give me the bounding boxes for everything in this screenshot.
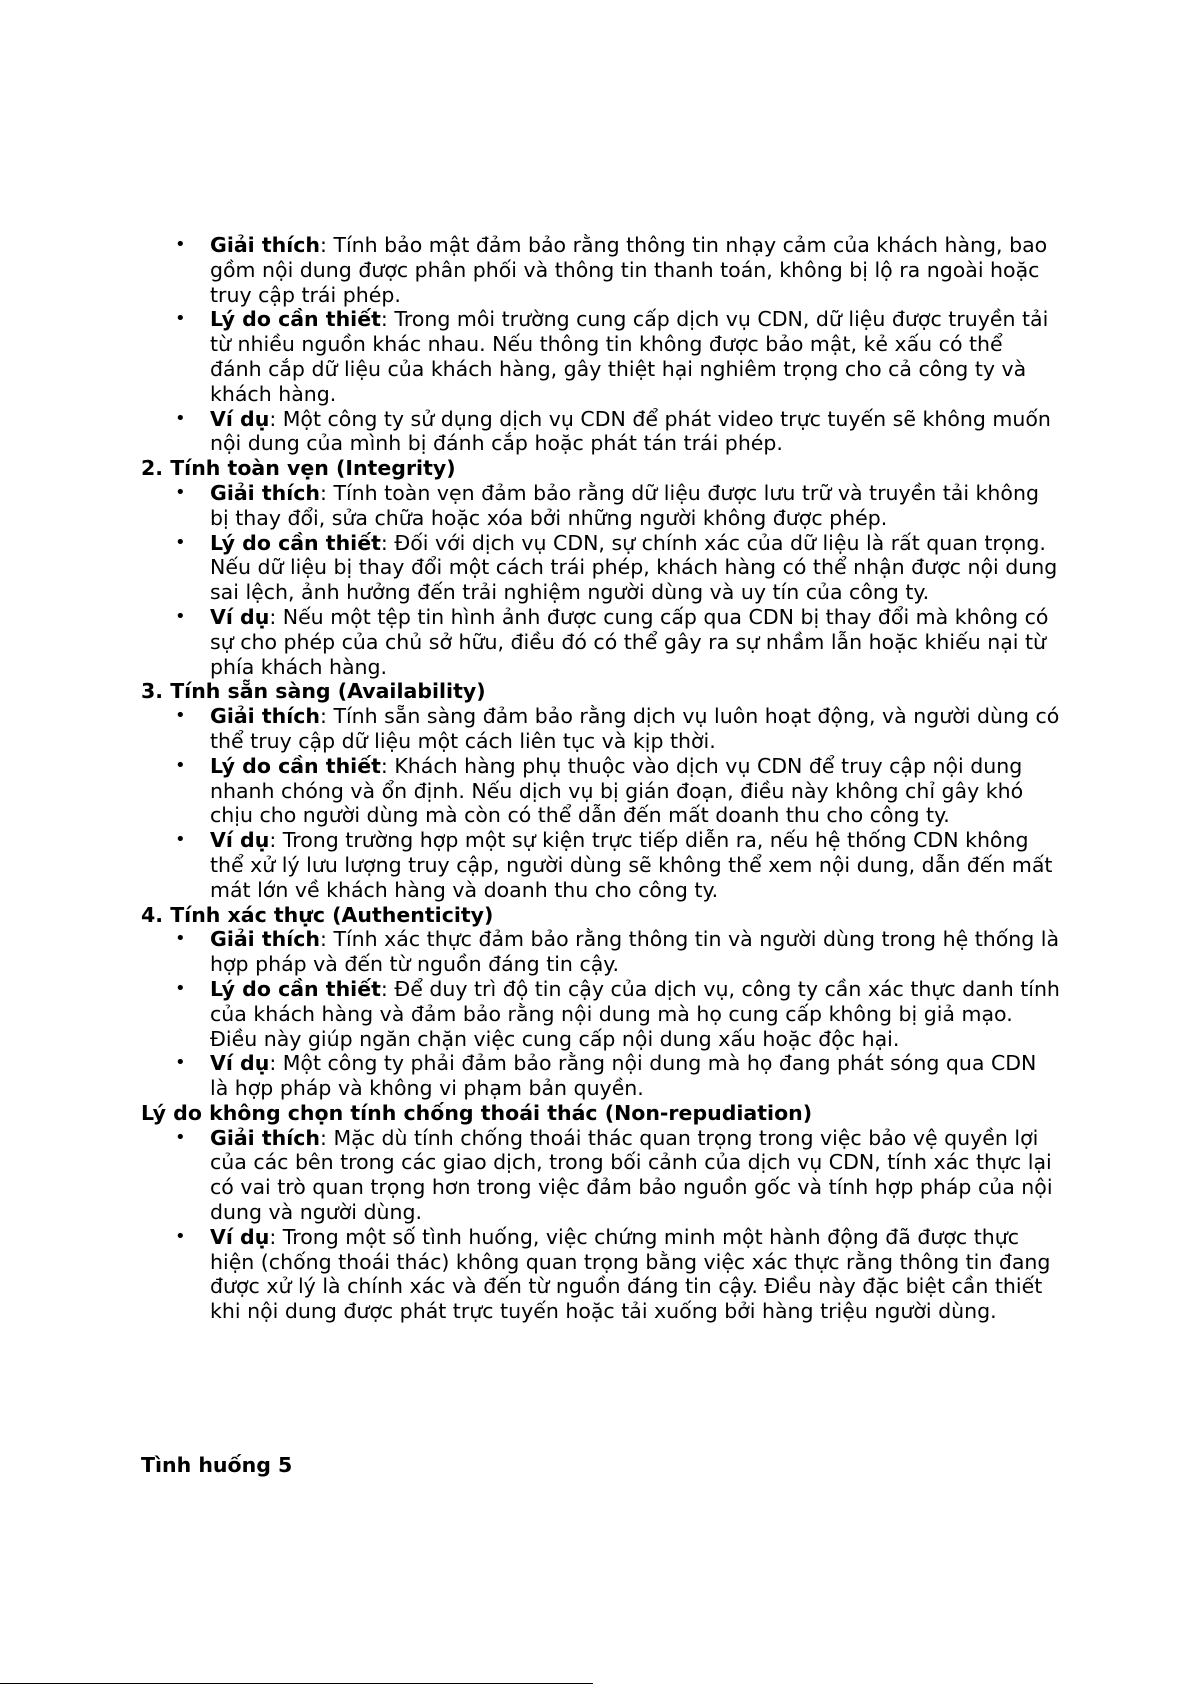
- bullet-text: : Tính sẵn sàng đảm bảo rằng dịch vụ luôn hoạt động, và người dùng có thể truy cập dữ liệu một cách liên tục và kịp thời.: [210, 704, 1060, 753]
- top-bullet-list: [0, 233, 1191, 456]
- integrity-bullet-list: [0, 481, 1191, 679]
- bullet-label: Lý do cần thiết: [210, 976, 381, 1001]
- bullet-label: Lý do cần thiết: [210, 307, 381, 332]
- section-heading-non-repudiation: Lý do không chọn tính chống thoái thác (Non-repudiation): [141, 1100, 813, 1125]
- bullet-text: : Để duy trì độ tin cậy của dịch vụ, công ty cần xác thực danh tính của khách hàng và đảm bảo rằng nội dung mà họ cung cấp không bị giả mạo. Điều này giúp ngăn chặn việc cung cấp nội dung xấu hoặc độc hại.: [210, 976, 1060, 1051]
- bullet-label: Giải thích: [210, 1125, 321, 1150]
- list-item: [175, 704, 1060, 754]
- list-item: [175, 233, 1060, 307]
- list-item: [175, 1125, 1060, 1225]
- list-item: [175, 828, 1060, 902]
- bullet-text: : Tính toàn vẹn đảm bảo rằng dữ liệu được lưu trữ và truyền tải không bị thay đổi, sửa chữa hoặc xóa bởi những người không được phép.: [210, 480, 1039, 530]
- bullet-dot-icon: •: [175, 407, 186, 429]
- bullet-dot-icon: •: [175, 754, 186, 776]
- bullet-dot-icon: •: [175, 829, 186, 851]
- non-repudiation-bullet-list: [0, 1126, 1191, 1324]
- bullet-dot-icon: •: [175, 928, 186, 950]
- authenticity-bullet-list: [0, 927, 1191, 1101]
- bullet-label: Ví dụ: [210, 406, 270, 431]
- bullet-label: Ví dụ: [210, 828, 270, 853]
- bullet-label: Ví dụ: [210, 604, 270, 629]
- section-heading-authenticity: 4. Tính xác thực (Authenticity): [141, 902, 494, 927]
- document-body: [0, 233, 1191, 1324]
- bullet-text: : Mặc dù tính chống thoái thác quan trọng trong việc bảo vệ quyền lợi của các bên trong các giao dịch, trong bối cảnh của dịch vụ CDN, tính xác thực lại có vai trò quan trọng hơn trong việc đảm bảo nguồn gốc và tính hợp pháp của nội dung và người dùng.: [210, 1125, 1053, 1225]
- bullet-text: : Khách hàng phụ thuộc vào dịch vụ CDN để truy cập nội dung nhanh chóng và ổn định. Nếu dịch vụ bị gián đoạn, điều này không chỉ gây khó chịu cho người dùng mà còn có thể dẫn đến mất doanh thu cho công ty.: [210, 753, 1024, 828]
- bullet-label: Ví dụ: [210, 1051, 270, 1076]
- list-item: [175, 480, 1060, 531]
- bullet-dot-icon: •: [175, 234, 186, 255]
- bullet-dot-icon: •: [175, 531, 186, 553]
- bullet-dot-icon: •: [175, 1126, 186, 1148]
- bullet-text: : Tính bảo mật đảm bảo rằng thông tin nhạy cảm của khách hàng, bao gồm nội dung được phân phối và thông tin thanh toán, không bị lộ ra ngoài hoặc truy cập trái phép.: [210, 233, 1048, 307]
- bullet-text: : Một công ty phải đảm bảo rằng nội dung mà họ đang phát sóng qua CDN là hợp pháp và không vi phạm bản quyền.: [210, 1051, 1037, 1101]
- bullet-label: Ví dụ: [210, 1224, 270, 1249]
- bullet-text: : Trong một số tình huống, việc chứng minh một hành động đã được thực hiện (chống thoái thác) không quan trọng bằng việc xác thực rằng thông tin đang được xử lý là chính xác và đến từ nguồn đáng tin cậy. Điều này đặc biệt cần thiết khi nội dung được phát trực tuyến hoặc tải xuống bởi hàng triệu người dùng.: [210, 1224, 1051, 1324]
- list-item: [175, 976, 1060, 1051]
- bullet-dot-icon: •: [175, 1052, 186, 1074]
- bullet-dot-icon: •: [175, 705, 186, 727]
- list-item: [175, 406, 1060, 457]
- bullet-label: Lý do cần thiết: [210, 753, 381, 778]
- bullet-text: : Trong môi trường cung cấp dịch vụ CDN, dữ liệu được truyền tải từ nhiều nguồn khác nhau. Nếu thông tin không được bảo mật, kẻ xấu có thể đánh cắp dữ liệu của khách hàng, gây thiệt hại nghiêm trọng cho cả công ty và khách hàng.: [210, 307, 1049, 406]
- list-item: [175, 1051, 1060, 1101]
- bullet-dot-icon: •: [175, 308, 186, 330]
- bullet-dot-icon: •: [175, 481, 186, 503]
- bullet-dot-icon: •: [175, 605, 186, 627]
- bullet-label: Giải thích: [210, 233, 321, 257]
- bullet-text: : Một công ty sử dụng dịch vụ CDN để phát video trực tuyến sẽ không muốn nội dung của mình bị đánh cắp hoặc phát tán trái phép.: [210, 406, 1051, 456]
- list-item: [175, 530, 1060, 605]
- case-title: Tình huống 5: [141, 1453, 293, 1477]
- footnote-divider: [0, 1683, 593, 1684]
- list-item: [175, 1224, 1060, 1324]
- bullet-text: : Trong trường hợp một sự kiện trực tiếp diễn ra, nếu hệ thống CDN không thể xử lý lưu lượng truy cập, người dùng sẽ không thể xem nội dung, dẫn đến mất mát lớn về khách hàng và doanh thu cho công ty.: [210, 828, 1053, 902]
- list-item: [175, 753, 1060, 828]
- list-item: [175, 927, 1060, 977]
- bullet-dot-icon: •: [175, 1225, 186, 1247]
- bullet-label: Giải thích: [210, 480, 321, 505]
- bullet-text: : Tính xác thực đảm bảo rằng thông tin và người dùng trong hệ thống là hợp pháp và đến từ nguồn đáng tin cậy.: [210, 927, 1060, 977]
- section-heading-availability: 3. Tính sẵn sàng (Availability): [141, 679, 486, 704]
- bullet-label: Giải thích: [210, 927, 321, 952]
- section-heading-integrity: 2. Tính toàn vẹn (Integrity): [141, 456, 456, 481]
- availability-bullet-list: [0, 704, 1191, 902]
- bullet-label: Lý do cần thiết: [210, 530, 381, 555]
- list-item: [175, 307, 1060, 406]
- bullet-text: : Đối với dịch vụ CDN, sự chính xác của dữ liệu là rất quan trọng. Nếu dữ liệu bị thay đổi một cách trái phép, khách hàng có thể nhận được nội dung sai lệch, ảnh hưởng đến trải nghiệm người dùng và uy tín của công ty.: [210, 530, 1058, 605]
- bullet-dot-icon: •: [175, 977, 186, 999]
- bullet-text: : Nếu một tệp tin hình ảnh được cung cấp qua CDN bị thay đổi mà không có sự cho phép của chủ sở hữu, điều đó có thể gây ra sự nhầm lẫn hoặc khiếu nại từ phía khách hàng.: [210, 604, 1049, 679]
- bullet-label: Giải thích: [210, 704, 321, 729]
- list-item: [175, 604, 1060, 679]
